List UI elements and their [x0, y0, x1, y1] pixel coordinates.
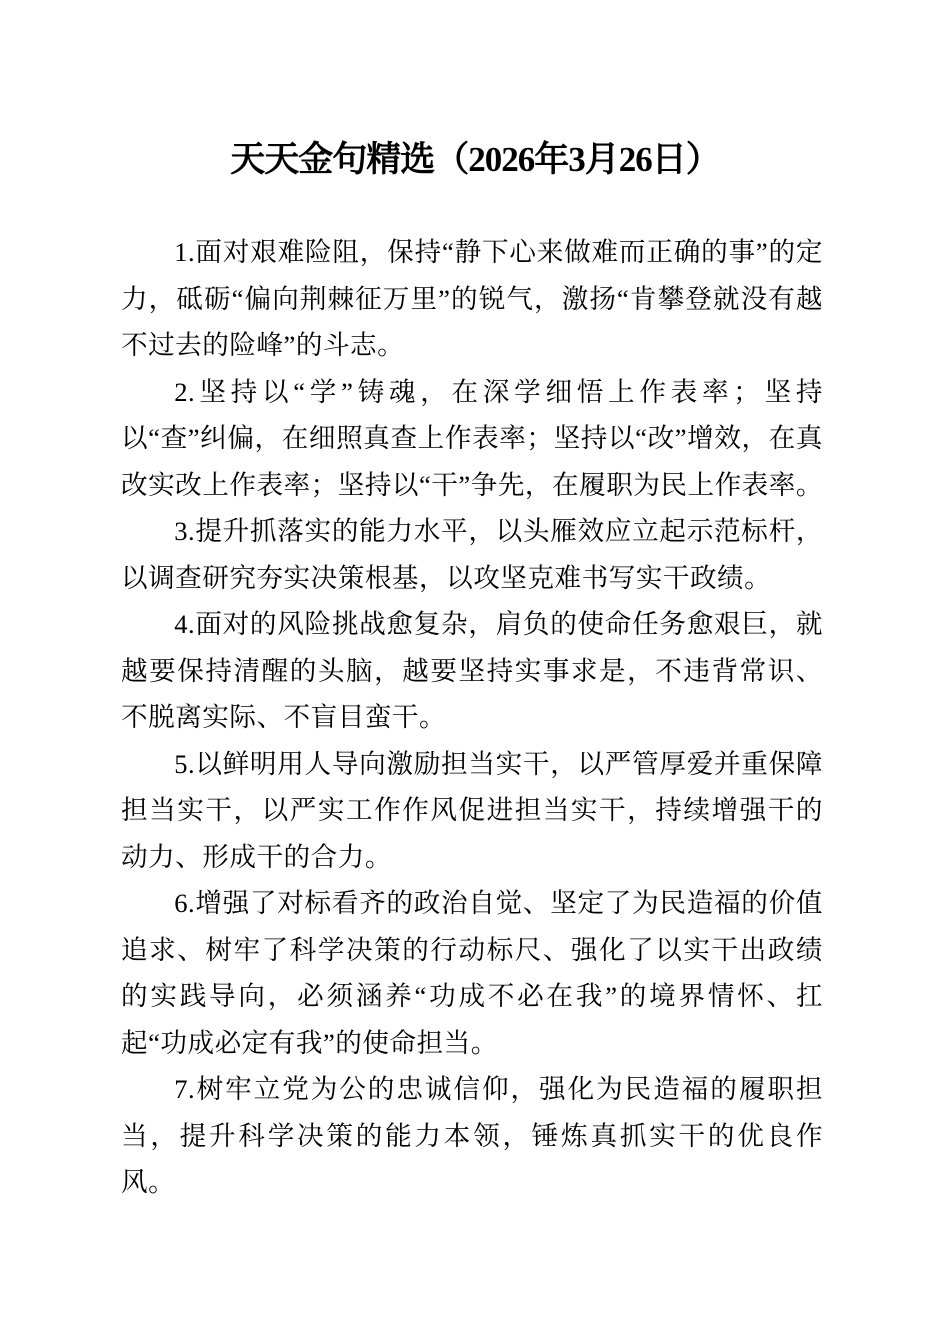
paragraph-1: 1.面对艰难险阻，保持“静下心来做难而正确的事”的定力，砥砺“偏向荆棘征万里”的锐气，激扬“肯攀登就没有越不过去的险峰”的斗志。	[121, 237, 823, 360]
paragraph-7: 7.树牢立党为公的忠诚信仰，强化为民造福的履职担当，提升科学决策的能力本领，锤炼真抓实干的优良作风。	[121, 1074, 823, 1197]
paragraph-5: 5.以鲜明用人导向激励担当实干，以严管厚爱并重保障担当实干，以严实工作作风促进担当实干，持续增强干的动力、形成干的合力。	[121, 748, 823, 872]
paragraph-3: 3.提升抓落实的能力水平，以头雁效应立起示范标杆，以调查研究夯实决策根基，以攻坚克难书写实干政绩。	[121, 516, 823, 593]
paragraph-2: 2.坚持以“学”铸魂，在深学细悟上作表率；坚持以“查”纠偏，在细照真查上作表率；坚持以“改”增效，在真改实改上作表率；坚持以“干”争先，在履职为民上作表率。	[121, 376, 823, 500]
paragraph-4: 4.面对的风险挑战愈复杂，肩负的使命任务愈艰巨，就越要保持清醒的头脑，越要坚持实事求是，不违背常识、不脱离实际、不盲目蛮干。	[121, 609, 823, 732]
paragraph-6: 6.增强了对标看齐的政治自觉、坚定了为民造福的价值追求、树牢了科学决策的行动标尺、强化了以实干出政绩的实践导向，必须涵养“功成不必在我”的境界情怀、扛起“功成必定有我”的使命担当。	[121, 888, 823, 1058]
page-title: 天天金句精选（2026年3月26日）	[230, 140, 720, 179]
document-body	[121, 229, 823, 1206]
